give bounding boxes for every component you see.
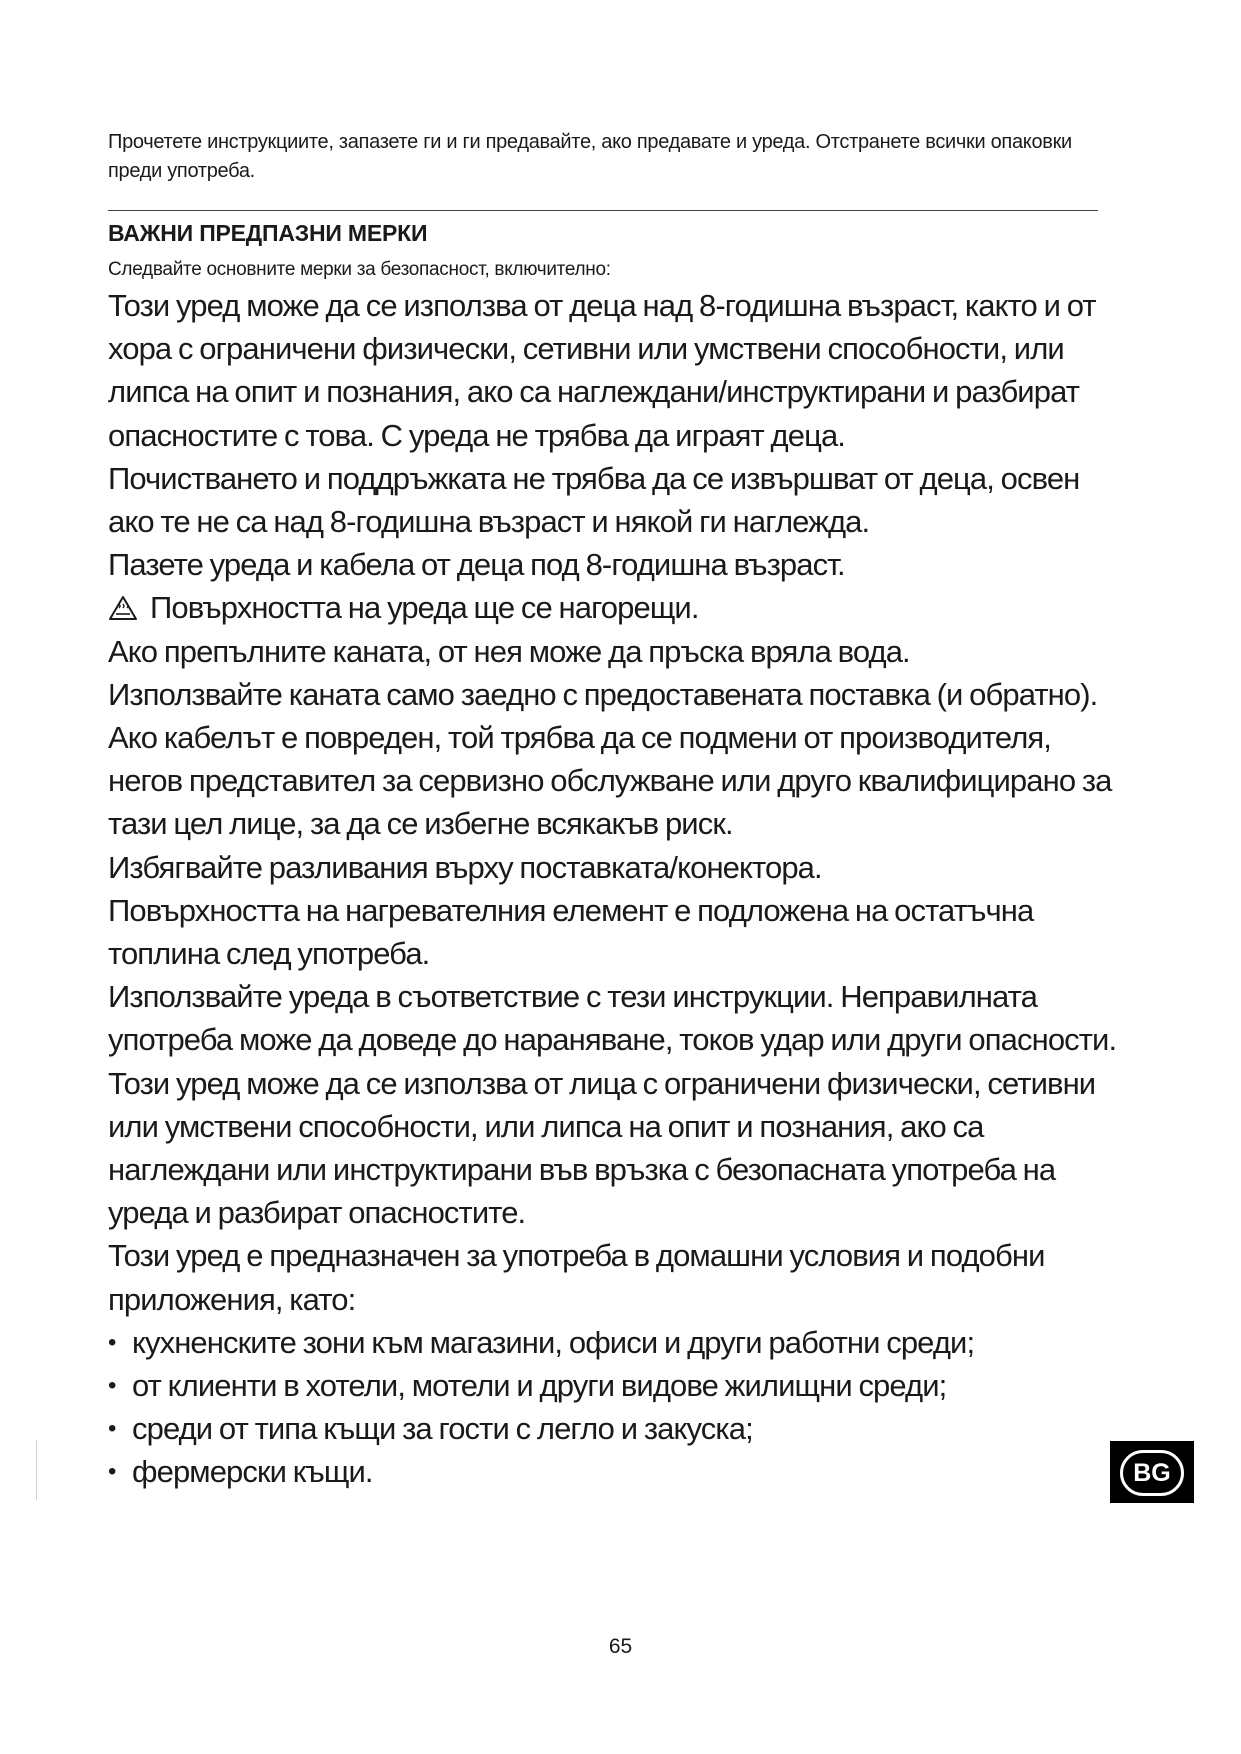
instruction-paragraph: Този уред е предназначен за употреба в домашни условия и подобни приложения, като: bbox=[108, 1238, 1045, 1317]
language-badge-label: BG bbox=[1120, 1450, 1184, 1496]
list-item bbox=[108, 1321, 1128, 1364]
section-subheading: Следвайте основните мерки за безопасност, включително: bbox=[108, 259, 611, 280]
instruction-paragraph: Почистването и поддръжката не трябва да се извършват от деца, освен ако те не са над 8-годишна възраст и някой ги наглежда. bbox=[108, 460, 1080, 540]
bullet-icon: • bbox=[108, 1458, 116, 1486]
instruction-paragraph: Ако кабелът е повреден, той трябва да се подмени от производителя, негов представител за сервизно обслужване или друго квалифицирано за тази цел лице, за да се избегне всякакъв риск. bbox=[108, 720, 1112, 842]
bullet-icon: • bbox=[108, 1372, 116, 1400]
list-item-text: среди от типа къщи за гости с легло и закуска; bbox=[132, 1411, 753, 1447]
list-item bbox=[108, 1364, 1128, 1407]
bullet-icon: • bbox=[108, 1415, 116, 1443]
intro-text: Прочетете инструкциите, запазете ги и ги предавайте, ако предавате и уреда. Отстранете всички опаковки преди употреба. bbox=[108, 131, 1072, 182]
bullet-icon: • bbox=[108, 1328, 116, 1356]
instruction-paragraph: Повърхността на нагревателния елемент е подложена на остатъчна топлина след употреба. bbox=[108, 892, 1034, 972]
list-item bbox=[108, 1407, 1128, 1450]
instruction-paragraph: Ако препълните каната, от нея може да пръска вряла вода. bbox=[108, 633, 910, 669]
margin-line bbox=[36, 1440, 37, 1500]
hot-surface-warning bbox=[108, 586, 1128, 629]
instruction-paragraph: Избягвайте разливания върху поставката/конектора. bbox=[108, 849, 822, 885]
section-divider bbox=[108, 210, 1098, 211]
page-number: 65 bbox=[608, 1635, 633, 1658]
safety-instructions bbox=[108, 284, 1128, 1494]
instruction-paragraph: Пазете уреда и кабела от деца под 8-годишна възраст. bbox=[108, 547, 845, 583]
language-badge bbox=[1110, 1441, 1194, 1503]
list-item-text: кухненските зони към магазини, офиси и други работни среди; bbox=[132, 1324, 975, 1360]
hot-surface-warning-icon bbox=[108, 589, 138, 615]
usage-list bbox=[108, 1321, 1128, 1494]
instruction-paragraph: Този уред може да се използва от лица с ограничени физически, сетивни или умствени способности, или липса на опит и познания, ако са наглеждани или инструктирани във връзка с безопасната употреба на уреда и разбират опасностите. bbox=[108, 1065, 1096, 1231]
list-item bbox=[108, 1450, 1128, 1493]
instruction-paragraph: Този уред може да се използва от деца над 8-годишна възраст, както и от хора с ограничени физически, сетивни или умствени способности, или липса на опит и познания, ако са наглеждани/инструктирани и разбират опасностите с това. С уреда не трябва да играят деца. bbox=[108, 288, 1096, 453]
section-heading: ВАЖНИ ПРЕДПАЗНИ МЕРКИ bbox=[108, 220, 428, 246]
list-item-text: фермерски къщи. bbox=[132, 1454, 373, 1490]
instruction-paragraph: Използвайте уреда в съответствие с тези инструкции. Неправилната употреба може да доведе до нараняване, токов удар или други опасности. bbox=[108, 979, 1117, 1058]
instruction-paragraph: Повърхността на уреда ще се нагорещи. bbox=[150, 590, 699, 626]
instruction-paragraph: Използвайте каната само заедно с предоставената поставка (и обратно). bbox=[108, 676, 1098, 712]
list-item-text: от клиенти в хотели, мотели и други видове жилищни среди; bbox=[132, 1368, 947, 1404]
